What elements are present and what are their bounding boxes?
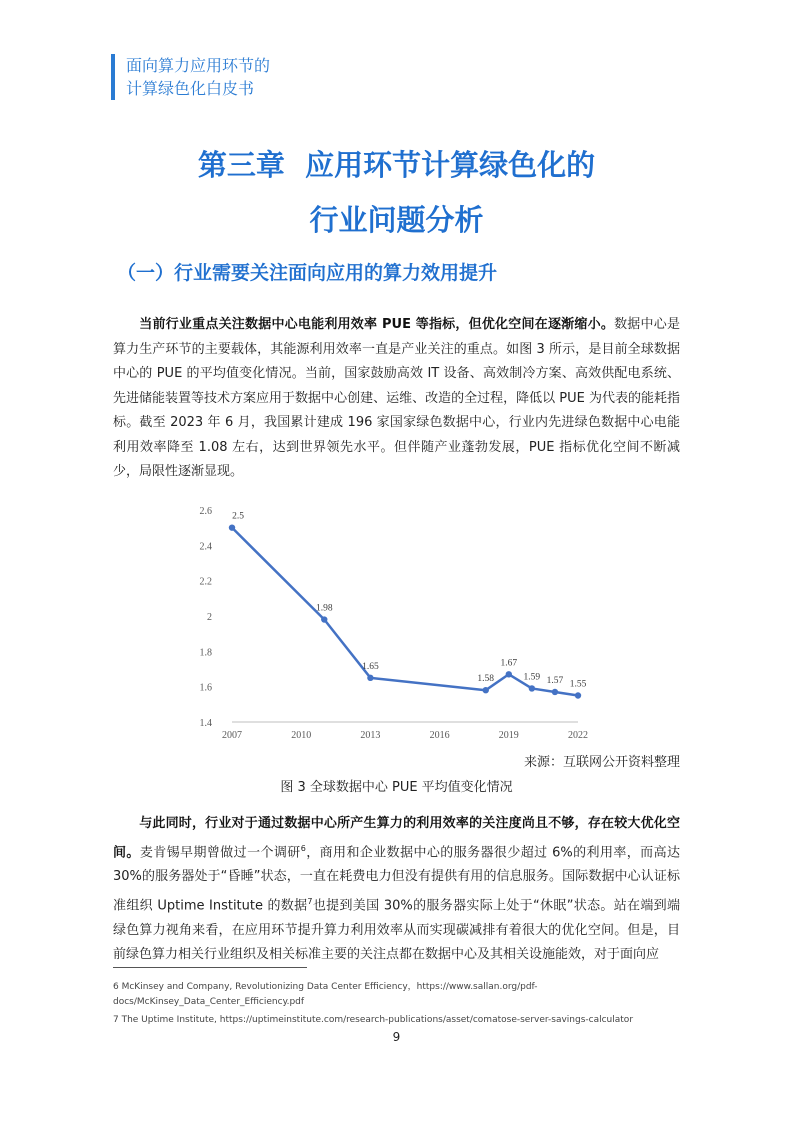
paragraph-2-body-c: 也提到美国 30%的服务器实际上处于“休眠”状态。站在端到端绿色算力视角来看，在应用环节提升算力利用效率从而实现碳减排有着很大的优化空间。但是，目前绿色算力相关行业组织及相关标准主要的关注点都在数据中心及其相关设施能效，对于面向应 [113, 898, 680, 963]
document-header [111, 54, 270, 100]
paragraph-2-body-a: 麦肯锡早期曾做过一个调研 [139, 844, 301, 860]
data-point [229, 524, 235, 530]
data-point [575, 692, 581, 698]
data-point [321, 616, 327, 622]
y-tick-label: 1.8 [199, 647, 212, 659]
data-label: 1.67 [500, 658, 518, 669]
x-tick-label: 2022 [568, 730, 588, 741]
y-tick-label: 1.4 [199, 718, 212, 729]
header-line-2: 计算绿色化白皮书 [126, 79, 255, 98]
data-point [552, 689, 558, 695]
page-number: 9 [392, 1030, 401, 1044]
data-point [529, 685, 535, 691]
data-label: 1.98 [315, 603, 333, 614]
paragraph-1 [113, 313, 680, 485]
paragraph-2-lead: 与此同时，行业对于通过数据中心所产生算力的利用效率的关注度尚且不够，存在较大优化空间。 [113, 816, 680, 860]
chart-source: 来源：互联网公开资料整理 [523, 755, 680, 770]
x-tick-label: 2013 [360, 730, 381, 741]
figure-caption: 图 3 全球数据中心 PUE 平均值变化情况 [280, 780, 513, 795]
y-tick-label: 2.6 [199, 506, 212, 517]
data-label: 1.59 [523, 672, 541, 683]
section-title: （一）行业需要关注面向应用的算力效用提升 [117, 262, 498, 284]
chapter-title-line-1: 第三章 应用环节计算绿色化的 [197, 148, 596, 182]
footnote-7: 7 The Uptime Institute, https://uptimeinstitute.com/research-publications/asset/comatose-server-savings-calculator [113, 1015, 634, 1025]
footnote-6: 6 McKinsey and Company, Revolutionizing Data Center Efficiency，https://www.sallan.org/pdf-docs/McKinsey_Data_Center_Efficiency.pdf [113, 982, 538, 1007]
footnote-divider [113, 967, 307, 968]
paragraph-2-body-b: ，商用和企业数据中心的服务器很少超过 6%的利用率，而高达 30%的服务器处于“昏睡”状态，一直在耗费电力但没有提供有用的信息服务。国际数据中心认证标准组织 Uptime Institute 的数据 [113, 844, 680, 914]
x-tick-label: 2016 [429, 730, 450, 741]
x-tick-label: 2007 [222, 730, 242, 741]
series-line [232, 528, 578, 696]
data-label: 2.5 [232, 511, 244, 522]
paragraph-1-lead: 当前行业重点关注数据中心电能利用效率 PUE 等指标，但优化空间在逐渐缩小。 [139, 317, 615, 332]
data-point [483, 687, 489, 693]
y-tick-label: 2 [207, 612, 212, 623]
x-tick-label: 2019 [498, 730, 519, 741]
data-label: 1.55 [569, 679, 587, 690]
data-label: 1.58 [477, 674, 495, 685]
chapter-title [0, 138, 793, 248]
data-label: 1.65 [362, 661, 379, 672]
data-point [367, 675, 373, 681]
header-line-1: 面向算力应用环节的 [126, 56, 271, 75]
chapter-title-line-2: 行业问题分析 [309, 203, 484, 237]
paragraph-2 [113, 812, 680, 968]
pue-line-chart [192, 496, 602, 746]
paragraph-1-body: 数据中心是算力生产环节的主要载体，其能源利用效率一直是产业关注的重点。如图 3 所示，是目前全球数据中心的 PUE 的平均值变化情况。当前，国家鼓励高效 IT 设备、高效制冷方案、高效供配电系统、先进储能装置等技术方案应用于数据中心创建、运维、改造的全过程，降低以 PUE 为代表的能耗指标。截至 2023 年 6 月，我国累计建成 196 家国家绿色数据中心，行业内先进绿色数据中心电能利用效率降至 1.08 左右，达到世界领先水平。但伴随产业蓬勃发展，PUE 指标优化空间不断减少，局限性逐渐显现。 [113, 317, 680, 479]
footnote-ref-6[interactable]: 6 [300, 843, 306, 853]
data-label: 1.57 [546, 675, 564, 686]
x-tick-label: 2010 [291, 730, 312, 741]
data-point [506, 671, 512, 677]
y-tick-label: 2.2 [199, 576, 212, 588]
y-tick-label: 1.6 [199, 682, 212, 694]
footnote-ref-7[interactable]: 7 [307, 896, 313, 906]
y-tick-label: 2.4 [199, 541, 212, 553]
